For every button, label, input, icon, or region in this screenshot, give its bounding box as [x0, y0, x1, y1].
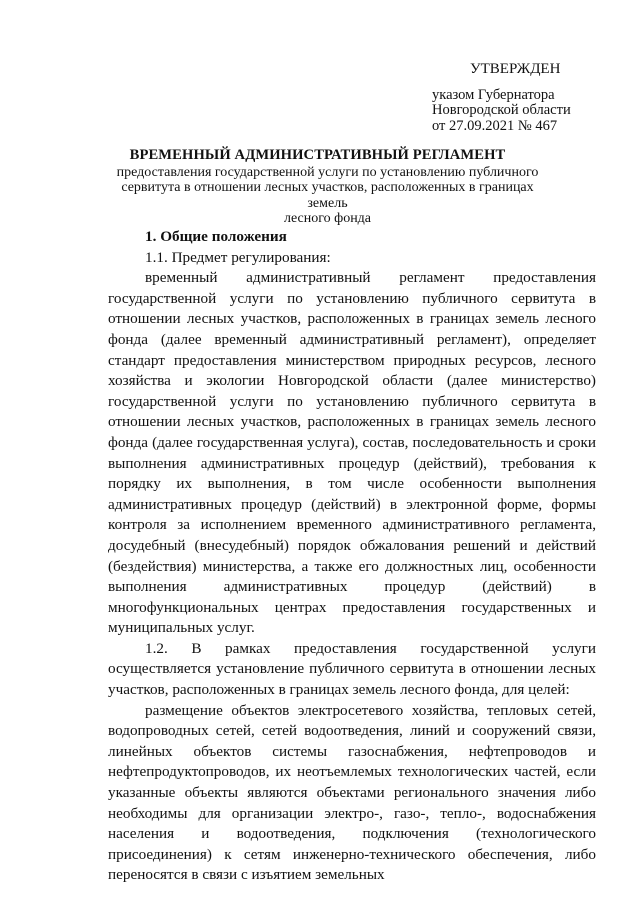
subtitle-line: сервитута в отношении лесных участков, расположенных в границах земель: [121, 180, 534, 211]
approval-block: [432, 62, 602, 134]
subtitle-line: предоставления государственной услуги по установлению публичного: [116, 165, 539, 180]
document-subtitle: [100, 165, 555, 226]
approval-line: Новгородской области: [432, 102, 571, 118]
paragraph-servitude-purposes: размещение объектов электросетевого хозяйства, тепловых сетей, водопроводных сетей, сетей водоотведения, линий и сооружений связи, линейных объектов системы газоснабжения, нефтепроводов и нефтепродуктопроводов, их неотъемлемых технологических частей, если указанные объекты являются объектами регионального значения либо необходимы для организации электро-, газо-, тепло-, водоснабжения населения и водоотведения, подключения (технологического присоединения) к сетям инженерно-технического обеспечения, либо переносятся в связи с изъятием земельных: [108, 701, 596, 884]
item-1-2: 1.2. В рамках предоставления государственной услуги осуществляется установление публичного сервитута в отношении лесных участков, расположенных в границах земель лесного фонда, для целей:: [108, 639, 596, 699]
approval-line: от 27.09.2021 № 467: [432, 117, 558, 134]
section-heading: 1. Общие положения: [145, 228, 287, 245]
subtitle-line: лесного фонда: [283, 210, 372, 226]
item-1-1: 1.1. Предмет регулирования:: [145, 248, 331, 266]
paragraph-regulation-subject: временный административный регламент предоставления государственной услуги по установлению публичного сервитута в отношении лесных участков, расположенных в границах земель лесного фонда (далее временный административный регламент), определяет стандарт предоставления министерством природных ресурсов, лесного хозяйства и экологии Новгородской области (далее министерство) государственной услуги по установлению публичного сервитута в отношении лесных участков, расположенных в границах земель лесного фонда (далее государственная услуга), состав, последовательность и сроки выполнения административных процедур (действий), требования к порядку их выполнения, в том числе особенности выполнения административных процедур (действий) в электронной форме, формы контроля за исполнением временного административного регламента, досудебный (внесудебный) порядок обжалования решений и действий (бездействия) министерства, а также его должностных лиц, особенности выполнения административных процедур (действий) в многофункциональных центрах предоставления государственных и муниципальных услуг.: [108, 269, 596, 637]
document-title: ВРЕМЕННЫЙ АДМИНИСТРАТИВНЫЙ РЕГЛАМЕНТ: [129, 147, 506, 163]
document-body: [108, 227, 596, 886]
approval-line: указом Губернатора: [432, 86, 555, 103]
approval-heading: УТВЕРЖДЕН: [470, 61, 561, 77]
